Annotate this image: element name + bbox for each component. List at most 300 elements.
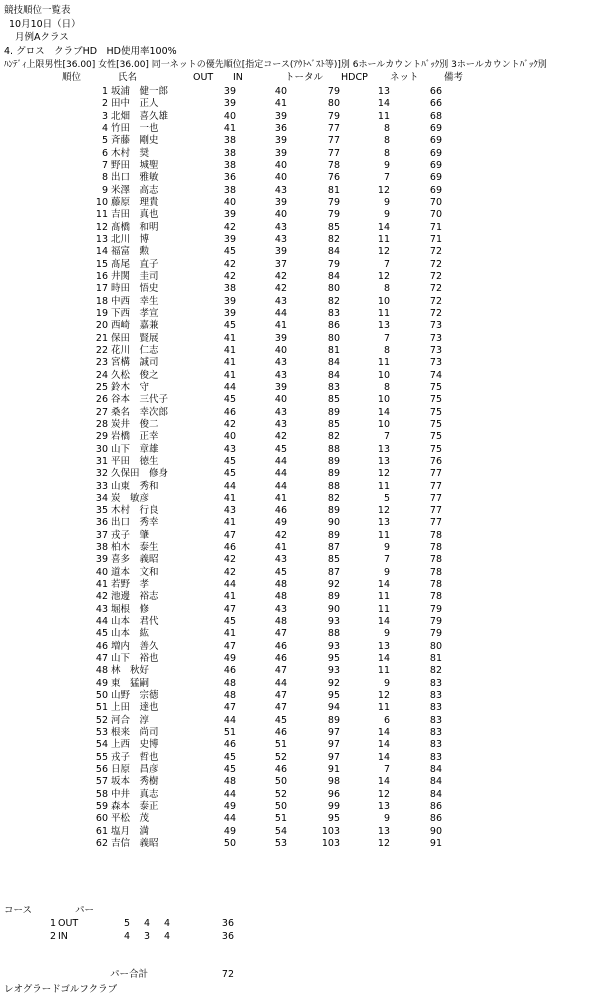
total-cell: 95 (327, 690, 340, 702)
in-cell: 39 (274, 147, 287, 159)
name-cell: 日原 昌彦 (111, 764, 159, 776)
name-cell: 吉信 義昭 (111, 838, 159, 850)
hdcp-cell: 14 (377, 751, 390, 763)
out-cell: 39 (223, 98, 236, 110)
total-cell: 82 (327, 492, 340, 504)
in-cell: 43 (274, 369, 287, 381)
name-cell: 田中 正人 (111, 98, 159, 110)
rank-cell: 40 (95, 566, 108, 578)
in-cell: 46 (274, 764, 287, 776)
name-cell: 堀根 修 (111, 603, 150, 615)
in-cell: 40 (274, 344, 287, 356)
hdcp-cell: 14 (377, 579, 390, 591)
table-row (0, 431, 608, 443)
table-row (0, 542, 608, 554)
out-cell: 41 (223, 628, 236, 640)
hdcp-cell: 7 (383, 554, 390, 566)
in-cell: 47 (274, 690, 287, 702)
rank-cell: 35 (95, 505, 108, 517)
table-row (0, 715, 608, 727)
name-cell: 池邊 裕志 (111, 591, 159, 603)
out-cell: 44 (223, 480, 236, 492)
table-row (0, 481, 608, 493)
table-row (0, 357, 608, 369)
hole-no: 1 (49, 918, 56, 929)
total-cell: 85 (327, 554, 340, 566)
out-cell: 51 (223, 727, 236, 739)
in-cell: 52 (274, 751, 287, 763)
hdcp-cell: 7 (383, 431, 390, 443)
out-cell: 45 (223, 751, 236, 763)
hdcp-cell: 9 (383, 542, 390, 554)
name-cell: 吉田 真也 (111, 209, 159, 221)
out-cell: 42 (223, 554, 236, 566)
name-cell: 谷本 三代子 (111, 394, 169, 406)
table-row (0, 234, 608, 246)
out-cell: 44 (223, 579, 236, 591)
club-name: レオグラードゴルフクラブ (4, 984, 118, 995)
in-cell: 43 (274, 233, 287, 245)
name-cell: 山東 秀和 (111, 480, 159, 492)
hdcp-cell: 11 (377, 480, 390, 492)
in-cell: 51 (274, 813, 287, 825)
table-row (0, 308, 608, 320)
in-cell: 46 (274, 653, 287, 665)
hdcp-cell: 14 (377, 653, 390, 665)
table-row (0, 185, 608, 197)
hole-par: 4 (143, 918, 150, 929)
net-cell: 69 (429, 135, 442, 147)
table-row (0, 567, 608, 579)
total-cell: 95 (327, 813, 340, 825)
net-cell: 90 (429, 825, 442, 837)
total-cell: 77 (327, 122, 340, 134)
hdcp-cell: 12 (377, 184, 390, 196)
name-cell: 時田 悟史 (111, 283, 159, 295)
rank-cell: 56 (95, 764, 108, 776)
in-cell: 43 (274, 418, 287, 430)
net-cell: 83 (429, 677, 442, 689)
hdcp-cell: 14 (377, 98, 390, 110)
name-cell: 平松 茂 (111, 813, 150, 825)
in-cell: 50 (274, 801, 287, 813)
name-cell: 林 秋好 (111, 665, 150, 677)
rank-cell: 8 (101, 172, 108, 184)
rank-cell: 36 (95, 517, 108, 529)
net-cell: 77 (429, 480, 442, 492)
name-cell: 喜多 義昭 (111, 554, 159, 566)
rank-cell: 45 (95, 628, 108, 640)
name-cell: 東 猛嗣 (111, 677, 150, 689)
out-cell: 40 (223, 110, 236, 122)
name-cell: 坂本 秀樹 (111, 776, 159, 788)
header-net: ネット (390, 72, 419, 83)
in-cell: 47 (274, 702, 287, 714)
out-cell: 41 (223, 357, 236, 369)
rank-cell: 22 (95, 344, 108, 356)
rank-cell: 37 (95, 529, 108, 541)
table-row (0, 197, 608, 209)
net-cell: 75 (429, 443, 442, 455)
header-out: OUT (193, 72, 214, 83)
in-cell: 41 (274, 98, 287, 110)
out-cell: 39 (223, 233, 236, 245)
table-row (0, 678, 608, 690)
in-cell: 43 (274, 554, 287, 566)
in-cell: 54 (274, 825, 287, 837)
name-cell: 山下 裕也 (111, 653, 159, 665)
name-cell: 塩月 満 (111, 825, 150, 837)
rank-cell: 55 (95, 751, 108, 763)
total-cell: 94 (327, 702, 340, 714)
rank-cell: 38 (95, 542, 108, 554)
table-row (0, 468, 608, 480)
rank-cell: 33 (95, 480, 108, 492)
hdcp-cell: 8 (383, 122, 390, 134)
name-cell: 道本 文和 (111, 566, 159, 578)
in-cell: 39 (274, 381, 287, 393)
net-cell: 72 (429, 258, 442, 270)
net-cell: 77 (429, 492, 442, 504)
out-cell: 41 (223, 591, 236, 603)
hdcp-cell: 13 (377, 86, 390, 97)
in-cell: 45 (274, 443, 287, 455)
table-row (0, 444, 608, 456)
net-cell: 80 (429, 640, 442, 652)
rank-cell: 15 (95, 258, 108, 270)
hdcp-cell: 8 (383, 344, 390, 356)
course-label: コース (4, 905, 33, 916)
hdcp-cell: 9 (383, 196, 390, 208)
table-row (0, 641, 608, 653)
rank-cell: 60 (95, 813, 108, 825)
in-cell: 45 (274, 714, 287, 726)
page-title: 競技順位一覧表 (4, 5, 71, 16)
out-cell: 44 (223, 381, 236, 393)
table-row (0, 246, 608, 258)
in-cell: 39 (274, 135, 287, 147)
name-cell: 下西 孝宣 (111, 307, 159, 319)
handicap-rule: ﾊﾝﾃﾞｨ上限男性[36.00] 女性[36.00] 同一ネットの優先順位[指定コース(ｱｳﾄﾍﾞｽﾄ等)]別 6ホールカウントﾊﾞｯｸ別 3ホールカウントﾊﾞｯｸ別 (4, 60, 547, 70)
rank-cell: 31 (95, 455, 108, 467)
net-cell: 84 (429, 776, 442, 788)
rank-cell: 9 (101, 184, 108, 196)
out-cell: 47 (223, 640, 236, 652)
total-cell: 81 (327, 184, 340, 196)
net-cell: 84 (429, 788, 442, 800)
name-cell: 柏木 泰生 (111, 542, 159, 554)
hdcp-cell: 11 (377, 603, 390, 615)
name-cell: 戎子 哲也 (111, 751, 159, 763)
total-cell: 78 (327, 159, 340, 171)
rank-cell: 5 (101, 135, 108, 147)
in-cell: 43 (274, 221, 287, 233)
total-cell: 80 (327, 332, 340, 344)
hdcp-cell: 9 (383, 209, 390, 221)
out-cell: 43 (223, 505, 236, 517)
table-row (0, 333, 608, 345)
total-cell: 84 (327, 246, 340, 258)
in-cell: 41 (274, 492, 287, 504)
rank-cell: 4 (101, 122, 108, 134)
rank-cell: 62 (95, 838, 108, 850)
net-cell: 75 (429, 394, 442, 406)
out-cell: 42 (223, 270, 236, 282)
total-cell: 97 (327, 739, 340, 751)
out-cell: 40 (223, 196, 236, 208)
in-cell: 44 (274, 480, 287, 492)
hdcp-cell: 7 (383, 332, 390, 344)
total-cell: 82 (327, 233, 340, 245)
in-cell: 46 (274, 505, 287, 517)
in-cell: 44 (274, 455, 287, 467)
net-cell: 76 (429, 455, 442, 467)
table-row (0, 838, 608, 850)
out-cell: 42 (223, 418, 236, 430)
total-cell: 79 (327, 86, 340, 97)
net-cell: 83 (429, 690, 442, 702)
hdcp-cell: 8 (383, 135, 390, 147)
total-cell: 84 (327, 369, 340, 381)
name-cell: 坂浦 健一郎 (111, 86, 169, 97)
total-cell: 76 (327, 172, 340, 184)
header-in: IN (233, 72, 243, 83)
out-cell: 41 (223, 517, 236, 529)
in-cell: 42 (274, 431, 287, 443)
course-row (0, 931, 608, 943)
hdcp-cell: 9 (383, 566, 390, 578)
name-cell: 山下 章雄 (111, 443, 159, 455)
out-cell: 45 (223, 394, 236, 406)
hdcp-cell: 9 (383, 677, 390, 689)
rank-cell: 34 (95, 492, 108, 504)
event-date: 10月10日（日） (9, 19, 81, 30)
in-cell: 47 (274, 665, 287, 677)
rank-cell: 11 (95, 209, 108, 221)
table-row (0, 320, 608, 332)
table-row (0, 554, 608, 566)
table-row (0, 579, 608, 591)
net-cell: 71 (429, 221, 442, 233)
header-hdcp: HDCP (341, 72, 368, 83)
name-cell: 藤原 理貴 (111, 196, 159, 208)
hdcp-cell: 14 (377, 406, 390, 418)
rank-cell: 19 (95, 307, 108, 319)
hdcp-cell: 12 (377, 505, 390, 517)
rank-cell: 49 (95, 677, 108, 689)
total-cell: 89 (327, 505, 340, 517)
out-cell: 44 (223, 788, 236, 800)
table-row (0, 86, 608, 98)
out-cell: 39 (223, 307, 236, 319)
net-cell: 78 (429, 566, 442, 578)
total-cell: 97 (327, 727, 340, 739)
table-row (0, 283, 608, 295)
table-row (0, 382, 608, 394)
in-cell: 44 (274, 677, 287, 689)
net-cell: 69 (429, 122, 442, 134)
rank-cell: 7 (101, 159, 108, 171)
table-row (0, 813, 608, 825)
net-cell: 86 (429, 813, 442, 825)
name-cell: 久松 俊之 (111, 369, 159, 381)
in-cell: 43 (274, 357, 287, 369)
table-row (0, 172, 608, 184)
net-cell: 72 (429, 283, 442, 295)
total-cell: 89 (327, 455, 340, 467)
course-total: 36 (221, 931, 234, 942)
name-cell: 山野 宗德 (111, 690, 159, 702)
total-cell: 95 (327, 653, 340, 665)
in-cell: 51 (274, 739, 287, 751)
net-cell: 81 (429, 653, 442, 665)
table-row (0, 148, 608, 160)
net-cell: 77 (429, 468, 442, 480)
net-cell: 83 (429, 714, 442, 726)
rank-cell: 21 (95, 332, 108, 344)
hdcp-cell: 12 (377, 690, 390, 702)
par-total-label: パー合計 (110, 969, 149, 980)
table-row (0, 296, 608, 308)
name-cell: 炭 敏彦 (111, 492, 150, 504)
table-row (0, 801, 608, 813)
hdcp-cell: 10 (377, 295, 390, 307)
rank-cell: 44 (95, 616, 108, 628)
out-cell: 45 (223, 320, 236, 332)
total-cell: 83 (327, 307, 340, 319)
name-cell: 炭井 俊二 (111, 418, 159, 430)
table-row (0, 123, 608, 135)
hdcp-cell: 13 (377, 825, 390, 837)
hdcp-cell: 11 (377, 307, 390, 319)
out-cell: 41 (223, 344, 236, 356)
table-row (0, 419, 608, 431)
rank-cell: 25 (95, 381, 108, 393)
hdcp-cell: 9 (383, 159, 390, 171)
rank-cell: 58 (95, 788, 108, 800)
net-cell: 79 (429, 628, 442, 640)
rank-cell: 48 (95, 665, 108, 677)
net-cell: 71 (429, 233, 442, 245)
par-total-value: 72 (221, 969, 234, 980)
out-cell: 41 (223, 492, 236, 504)
rank-cell: 20 (95, 320, 108, 332)
out-cell: 38 (223, 159, 236, 171)
net-cell: 79 (429, 603, 442, 615)
name-cell: 中西 幸生 (111, 295, 159, 307)
net-cell: 72 (429, 295, 442, 307)
net-cell: 75 (429, 406, 442, 418)
name-cell: 西崎 嘉兼 (111, 320, 159, 332)
net-cell: 78 (429, 591, 442, 603)
table-row (0, 222, 608, 234)
net-cell: 83 (429, 727, 442, 739)
hdcp-cell: 11 (377, 591, 390, 603)
hdcp-cell: 14 (377, 739, 390, 751)
net-cell: 78 (429, 554, 442, 566)
net-cell: 69 (429, 159, 442, 171)
rank-cell: 39 (95, 554, 108, 566)
rank-cell: 51 (95, 702, 108, 714)
net-cell: 69 (429, 147, 442, 159)
total-cell: 88 (327, 443, 340, 455)
hdcp-cell: 8 (383, 147, 390, 159)
name-cell: 平田 徳生 (111, 455, 159, 467)
rank-cell: 42 (95, 591, 108, 603)
name-cell: 出口 秀幸 (111, 517, 159, 529)
name-cell: 米澤 高志 (111, 184, 159, 196)
hole-name: IN (58, 931, 68, 942)
out-cell: 46 (223, 739, 236, 751)
in-cell: 42 (274, 270, 287, 282)
name-cell: 髙尾 直子 (111, 258, 159, 270)
out-cell: 44 (223, 813, 236, 825)
net-cell: 73 (429, 320, 442, 332)
total-cell: 89 (327, 591, 340, 603)
in-cell: 44 (274, 468, 287, 480)
out-cell: 44 (223, 714, 236, 726)
hdcp-cell: 10 (377, 369, 390, 381)
total-cell: 89 (327, 714, 340, 726)
total-cell: 91 (327, 764, 340, 776)
total-cell: 85 (327, 394, 340, 406)
name-cell: 髙橋 和明 (111, 221, 159, 233)
ranking-table (0, 86, 608, 850)
out-cell: 36 (223, 172, 236, 184)
in-cell: 39 (274, 110, 287, 122)
hdcp-cell: 12 (377, 246, 390, 258)
total-cell: 77 (327, 147, 340, 159)
table-header (0, 72, 608, 84)
name-cell: 河合 淳 (111, 714, 150, 726)
rank-cell: 23 (95, 357, 108, 369)
table-row (0, 727, 608, 739)
total-cell: 93 (327, 640, 340, 652)
rank-cell: 52 (95, 714, 108, 726)
total-cell: 88 (327, 628, 340, 640)
in-cell: 50 (274, 776, 287, 788)
hdcp-cell: 9 (383, 628, 390, 640)
hdcp-cell: 13 (377, 801, 390, 813)
out-cell: 48 (223, 677, 236, 689)
rank-cell: 13 (95, 233, 108, 245)
table-row (0, 653, 608, 665)
out-cell: 42 (223, 566, 236, 578)
in-cell: 43 (274, 406, 287, 418)
name-cell: 増内 善久 (111, 640, 159, 652)
in-cell: 40 (274, 172, 287, 184)
net-cell: 73 (429, 344, 442, 356)
par-label: パー (75, 905, 95, 916)
in-cell: 43 (274, 295, 287, 307)
hdcp-cell: 8 (383, 283, 390, 295)
total-cell: 77 (327, 135, 340, 147)
net-cell: 78 (429, 579, 442, 591)
table-row (0, 271, 608, 283)
hdcp-cell: 12 (377, 838, 390, 850)
net-cell: 68 (429, 110, 442, 122)
in-cell: 43 (274, 184, 287, 196)
total-cell: 96 (327, 788, 340, 800)
table-row (0, 517, 608, 529)
hdcp-cell: 7 (383, 172, 390, 184)
out-cell: 48 (223, 776, 236, 788)
in-cell: 44 (274, 307, 287, 319)
hdcp-cell: 13 (377, 455, 390, 467)
net-cell: 77 (429, 505, 442, 517)
total-cell: 97 (327, 751, 340, 763)
total-cell: 80 (327, 98, 340, 110)
